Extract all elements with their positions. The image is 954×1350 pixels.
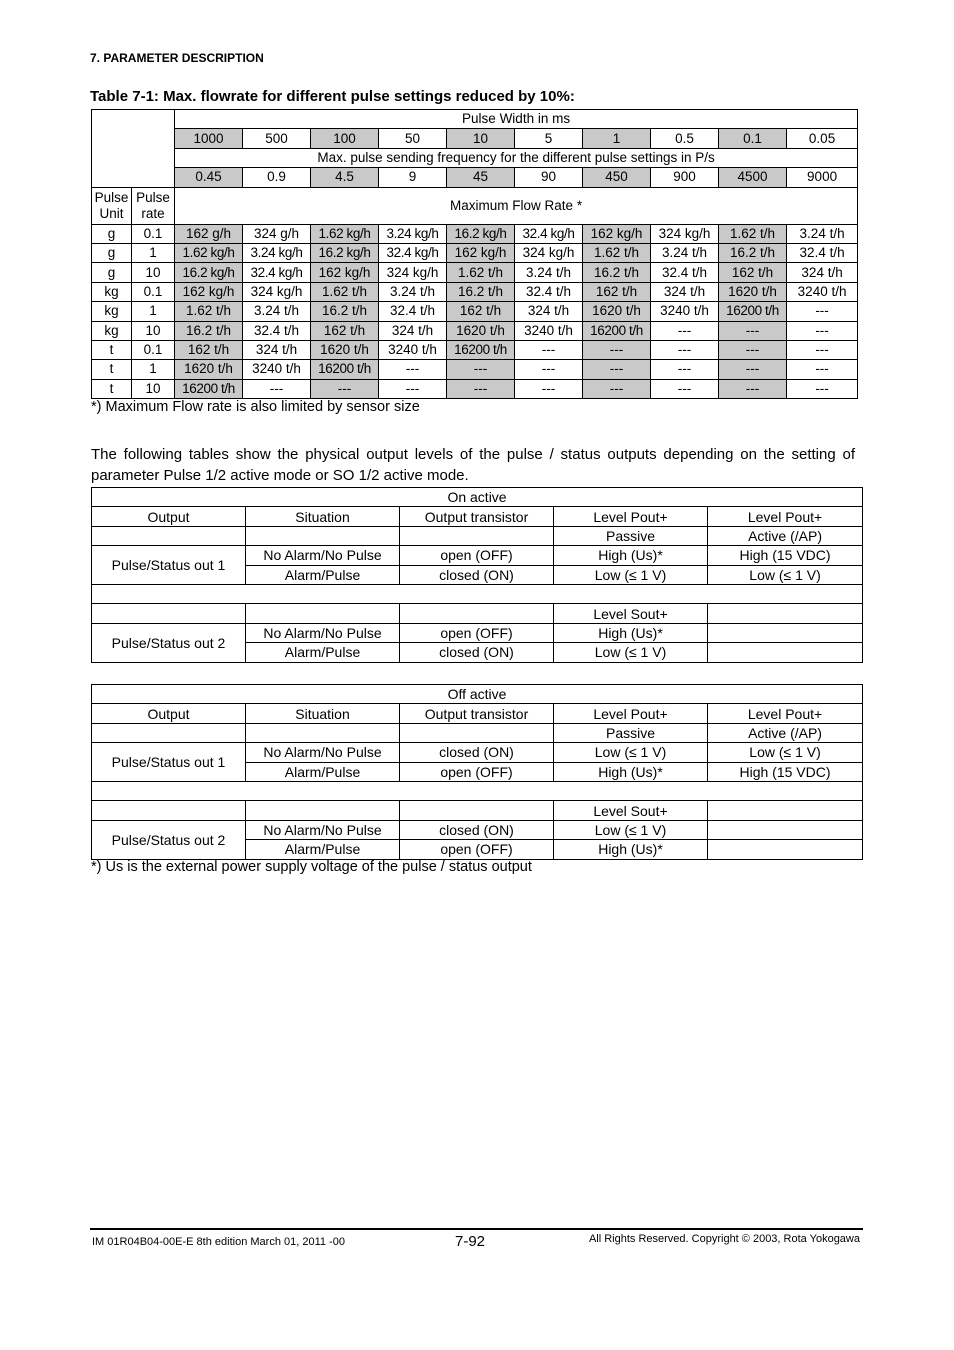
situation-cell: Alarm/Pulse xyxy=(246,762,400,781)
passive-subheader: Passive xyxy=(554,723,708,742)
pulse-unit-cell: kg xyxy=(92,282,132,301)
flow-rate-cell: 3.24 kg/h xyxy=(379,224,447,243)
flow-rate-cell: 162 t/h xyxy=(311,321,379,340)
flow-rate-cell: 3.24 t/h xyxy=(243,302,311,321)
flow-rate-cell: 324 t/h xyxy=(515,302,583,321)
intro-paragraph: The following tables show the physical output levels of the pulse / status outputs depending on the setting of parameter Pulse 1/2 active mode or SO 1/2 active mode. xyxy=(91,446,855,484)
flow-rate-cell: --- xyxy=(447,360,515,379)
active-subheader: Active (/AP) xyxy=(708,526,863,545)
situation-header: Situation xyxy=(246,507,400,526)
flow-rate-cell: 3240 t/h xyxy=(787,282,858,301)
flow-rate-cell: 324 kg/h xyxy=(243,282,311,301)
blank-cell xyxy=(246,604,400,623)
flow-rate-cell: 3240 t/h xyxy=(515,321,583,340)
flow-rate-cell: 16200 t/h xyxy=(311,360,379,379)
pulse-rate-cell: 0.1 xyxy=(132,282,175,301)
flow-rate-cell: 16.2 kg/h xyxy=(175,263,243,282)
flow-rate-cell: 324 t/h xyxy=(787,263,858,282)
transistor-header: Output transistor xyxy=(400,507,554,526)
transistor-cell: closed (ON) xyxy=(400,743,554,762)
frequency-values-row xyxy=(92,168,858,187)
frequency-cell: 9 xyxy=(379,168,447,187)
passive-level-cell: Low (≤ 1 V) xyxy=(554,565,708,584)
page-number: 7-92 xyxy=(455,1233,486,1250)
flow-rate-cell: 324 kg/h xyxy=(379,263,447,282)
frequency-cell: 4.5 xyxy=(311,168,379,187)
document-id: IM 01R04B04-00E-E 8th edition March 01, 2011 -00 xyxy=(92,1236,345,1248)
situation-cell: No Alarm/No Pulse xyxy=(246,743,400,762)
flow-rate-cell: 16200 t/h xyxy=(175,379,243,398)
active-level-cell: Low (≤ 1 V) xyxy=(708,743,863,762)
passive-level-cell: Low (≤ 1 V) xyxy=(554,743,708,762)
flow-rate-cell: 32.4 kg/h xyxy=(515,224,583,243)
flow-rate-row xyxy=(92,282,858,301)
pulse-width-cell: 500 xyxy=(243,129,311,148)
off-active-title: Off active xyxy=(92,685,863,704)
spacer-row xyxy=(92,781,863,800)
flow-rate-cell: 162 kg/h xyxy=(583,224,651,243)
flow-rate-cell: 324 t/h xyxy=(651,282,719,301)
flow-rate-cell: --- xyxy=(719,360,787,379)
flow-rate-cell: --- xyxy=(515,360,583,379)
pulse-width-cell: 10 xyxy=(447,129,515,148)
flow-rate-cell: --- xyxy=(515,340,583,359)
transistor-cell: open (OFF) xyxy=(400,623,554,642)
situation-cell: Alarm/Pulse xyxy=(246,565,400,584)
corner-blank xyxy=(92,110,175,188)
pulse-width-cell: 100 xyxy=(311,129,379,148)
level-sout-header: Level Sout+ xyxy=(554,604,708,623)
pulse-width-cell: 0.05 xyxy=(787,129,858,148)
flow-rate-cell: 324 kg/h xyxy=(515,243,583,262)
blank-cell xyxy=(400,801,554,820)
flow-rate-cell: 162 kg/h xyxy=(175,282,243,301)
blank-cell xyxy=(246,723,400,742)
situation-cell: No Alarm/No Pulse xyxy=(246,820,400,839)
pulse-rate-cell: 10 xyxy=(132,263,175,282)
pulse-rate-cell: 1 xyxy=(132,360,175,379)
pulse-width-cell: 1 xyxy=(583,129,651,148)
blank-cell xyxy=(708,820,863,839)
blank-cell xyxy=(708,623,863,642)
flow-rate-cell: --- xyxy=(787,379,858,398)
flow-rate-cell: --- xyxy=(719,340,787,359)
frequency-header-row xyxy=(92,148,858,167)
flow-rate-cell: 1620 t/h xyxy=(311,340,379,359)
passive-subheader: Passive xyxy=(554,526,708,545)
flow-rate-cell: 1620 t/h xyxy=(175,360,243,379)
flow-rate-cell: 1.62 t/h xyxy=(175,302,243,321)
flow-rate-cell: 3.24 kg/h xyxy=(243,243,311,262)
blank-cell xyxy=(708,643,863,662)
flow-rate-cell: 3.24 t/h xyxy=(379,282,447,301)
flow-rate-cell: 1.62 t/h xyxy=(311,282,379,301)
flow-rate-cell: 324 t/h xyxy=(379,321,447,340)
pulse-width-cell: 0.5 xyxy=(651,129,719,148)
flow-rate-cell: 16200 t/h xyxy=(447,340,515,359)
blank-cell xyxy=(708,604,863,623)
flow-rate-cell: 16.2 t/h xyxy=(447,282,515,301)
pulse-rate-cell: 1 xyxy=(132,243,175,262)
sout-level-cell: High (Us)* xyxy=(554,623,708,642)
flow-rate-cell: --- xyxy=(651,360,719,379)
us-footnote: *) Us is the external power supply voltage of the pulse / status output xyxy=(91,859,532,875)
pulse-unit-cell: kg xyxy=(92,321,132,340)
output-header: Output xyxy=(92,704,246,723)
situation-cell: Alarm/Pulse xyxy=(246,643,400,662)
flow-rate-cell: 3.24 t/h xyxy=(651,243,719,262)
flow-rate-cell: --- xyxy=(311,379,379,398)
transistor-cell: open (OFF) xyxy=(400,840,554,859)
level-pout-header: Level Pout+ xyxy=(708,704,863,723)
flow-rate-cell: 16200 t/h xyxy=(583,321,651,340)
flow-rate-cell: 162 t/h xyxy=(583,282,651,301)
flow-rate-cell: 32.4 t/h xyxy=(379,302,447,321)
transistor-cell: closed (ON) xyxy=(400,820,554,839)
flow-rate-row xyxy=(92,321,858,340)
frequency-cell: 90 xyxy=(515,168,583,187)
flow-rate-row xyxy=(92,224,858,243)
blank-cell xyxy=(708,840,863,859)
sout-level-cell: Low (≤ 1 V) xyxy=(554,820,708,839)
blank-cell xyxy=(400,723,554,742)
sout-level-cell: Low (≤ 1 V) xyxy=(554,643,708,662)
flow-footnote: *) Maximum Flow rate is also limited by sensor size xyxy=(91,399,420,415)
flow-rate-cell: 162 g/h xyxy=(175,224,243,243)
pulse-unit-cell: t xyxy=(92,360,132,379)
pulse-unit-cell: g xyxy=(92,263,132,282)
blank-cell xyxy=(246,801,400,820)
footer-rule xyxy=(90,1228,863,1230)
table-title: Table 7-1: Max. flowrate for different pulse settings reduced by 10%: xyxy=(90,88,575,105)
flow-rate-row xyxy=(92,360,858,379)
flow-rate-cell: --- xyxy=(379,360,447,379)
flow-rate-cell: 32.4 kg/h xyxy=(379,243,447,262)
active-level-cell: High (15 VDC) xyxy=(708,546,863,565)
flow-rate-table xyxy=(91,109,858,399)
flow-rate-cell: --- xyxy=(583,360,651,379)
transistor-cell: open (OFF) xyxy=(400,762,554,781)
output-label: Pulse/Status out 1 xyxy=(92,743,246,782)
flow-rate-cell: 16.2 t/h xyxy=(719,243,787,262)
level-sout-header: Level Sout+ xyxy=(554,801,708,820)
flow-rate-cell: --- xyxy=(583,340,651,359)
transistor-cell: open (OFF) xyxy=(400,546,554,565)
pulse-width-label: Pulse Width in ms xyxy=(175,110,858,129)
active-level-cell: High (15 VDC) xyxy=(708,762,863,781)
frequency-cell: 0.45 xyxy=(175,168,243,187)
blank-cell xyxy=(400,526,554,545)
flow-rate-cell: 162 t/h xyxy=(447,302,515,321)
flow-rate-cell: 3.24 t/h xyxy=(787,224,858,243)
output-label: Pulse/Status out 1 xyxy=(92,546,246,585)
blank-cell xyxy=(92,723,246,742)
flow-rate-cell: --- xyxy=(379,379,447,398)
flow-rate-cell: 32.4 t/h xyxy=(243,321,311,340)
pulse-unit-cell: kg xyxy=(92,302,132,321)
flow-rate-cell: 3240 t/h xyxy=(379,340,447,359)
flow-rate-cell: --- xyxy=(583,379,651,398)
flow-rate-cell: 1620 t/h xyxy=(583,302,651,321)
pulse-unit-cell: g xyxy=(92,224,132,243)
pulse-unit-cell: t xyxy=(92,340,132,359)
frequency-cell: 900 xyxy=(651,168,719,187)
flow-rate-cell: --- xyxy=(651,340,719,359)
max-flow-label: Maximum Flow Rate * xyxy=(175,187,858,224)
pulse-unit-cell: t xyxy=(92,379,132,398)
flow-rate-cell: 16.2 kg/h xyxy=(447,224,515,243)
flow-rate-row xyxy=(92,379,858,398)
blank-cell xyxy=(92,801,246,820)
pulse-width-cell: 1000 xyxy=(175,129,243,148)
level-pout-header: Level Pout+ xyxy=(554,704,708,723)
flow-rate-cell: 32.4 kg/h xyxy=(243,263,311,282)
section-header: 7. PARAMETER DESCRIPTION xyxy=(90,51,264,65)
pulse-unit-header: Pulse Unit xyxy=(92,187,132,224)
transistor-header: Output transistor xyxy=(400,704,554,723)
flow-rate-cell: 324 g/h xyxy=(243,224,311,243)
frequency-cell: 4500 xyxy=(719,168,787,187)
flow-rate-cell: 32.4 t/h xyxy=(651,263,719,282)
blank-cell xyxy=(400,604,554,623)
flow-rate-cell: 16.2 t/h xyxy=(175,321,243,340)
transistor-cell: closed (ON) xyxy=(400,643,554,662)
blank-cell xyxy=(92,604,246,623)
flow-rate-cell: --- xyxy=(719,379,787,398)
frequency-cell: 9000 xyxy=(787,168,858,187)
flow-rate-cell: --- xyxy=(787,321,858,340)
blank-cell xyxy=(246,526,400,545)
flow-rate-cell: 162 t/h xyxy=(719,263,787,282)
situation-cell: No Alarm/No Pulse xyxy=(246,546,400,565)
flow-rate-cell: 324 kg/h xyxy=(651,224,719,243)
column-header-row xyxy=(92,187,858,224)
pulse-unit-cell: g xyxy=(92,243,132,262)
flow-rate-cell: --- xyxy=(651,379,719,398)
flow-rate-cell: 162 kg/h xyxy=(447,243,515,262)
frequency-cell: 0.9 xyxy=(243,168,311,187)
flow-rate-cell: 16.2 kg/h xyxy=(311,243,379,262)
output-label: Pulse/Status out 2 xyxy=(92,820,246,859)
frequency-label: Max. pulse sending frequency for the different pulse settings in P/s xyxy=(175,148,858,167)
flow-rate-cell: 1.62 t/h xyxy=(583,243,651,262)
off-active-table xyxy=(91,684,863,860)
flow-rate-cell: 1.62 t/h xyxy=(447,263,515,282)
situation-header: Situation xyxy=(246,704,400,723)
flow-rate-cell: 324 t/h xyxy=(243,340,311,359)
level-pout-header: Level Pout+ xyxy=(554,507,708,526)
passive-level-cell: High (Us)* xyxy=(554,546,708,565)
copyright: All Rights Reserved. Copyright © 2003, Rota Yokogawa xyxy=(588,1233,860,1245)
blank-cell xyxy=(92,526,246,545)
flow-rate-row xyxy=(92,302,858,321)
frequency-cell: 450 xyxy=(583,168,651,187)
flow-rate-cell: 3240 t/h xyxy=(243,360,311,379)
flow-rate-row xyxy=(92,243,858,262)
frequency-cell: 45 xyxy=(447,168,515,187)
flow-rate-cell: --- xyxy=(787,302,858,321)
flow-rate-cell: 1.62 kg/h xyxy=(311,224,379,243)
level-pout-header: Level Pout+ xyxy=(708,507,863,526)
flow-rate-cell: --- xyxy=(515,379,583,398)
sout-level-cell: High (Us)* xyxy=(554,840,708,859)
on-active-table xyxy=(91,487,863,663)
situation-cell: No Alarm/No Pulse xyxy=(246,623,400,642)
situation-cell: Alarm/Pulse xyxy=(246,840,400,859)
pulse-rate-cell: 1 xyxy=(132,302,175,321)
flow-rate-cell: 3.24 t/h xyxy=(515,263,583,282)
pulse-width-values-row xyxy=(92,129,858,148)
blank-cell xyxy=(708,801,863,820)
flow-rate-cell: --- xyxy=(243,379,311,398)
flow-rate-cell: 162 t/h xyxy=(175,340,243,359)
pulse-width-header-row xyxy=(92,110,858,129)
flow-rate-cell: 3240 t/h xyxy=(651,302,719,321)
active-level-cell: Low (≤ 1 V) xyxy=(708,565,863,584)
pulse-width-cell: 50 xyxy=(379,129,447,148)
flow-rate-cell: --- xyxy=(651,321,719,340)
pulse-rate-cell: 10 xyxy=(132,379,175,398)
flow-rate-cell: 16.2 t/h xyxy=(311,302,379,321)
active-subheader: Active (/AP) xyxy=(708,723,863,742)
pulse-rate-cell: 0.1 xyxy=(132,224,175,243)
flow-rate-cell: 32.4 t/h xyxy=(515,282,583,301)
spacer-row xyxy=(92,584,863,603)
pulse-width-cell: 5 xyxy=(515,129,583,148)
flow-rate-cell: 162 kg/h xyxy=(311,263,379,282)
flow-rate-cell: 1.62 kg/h xyxy=(175,243,243,262)
pulse-rate-header: Pulse rate xyxy=(132,187,175,224)
flow-rate-cell: --- xyxy=(787,340,858,359)
flow-rate-cell: --- xyxy=(719,321,787,340)
output-label: Pulse/Status out 2 xyxy=(92,623,246,662)
output-header: Output xyxy=(92,507,246,526)
flow-rate-cell: --- xyxy=(787,360,858,379)
flow-rate-cell: 16200 t/h xyxy=(719,302,787,321)
pulse-rate-cell: 0.1 xyxy=(132,340,175,359)
flow-rate-cell: 1.62 t/h xyxy=(719,224,787,243)
flow-rate-cell: 1620 t/h xyxy=(719,282,787,301)
flow-rate-cell: 32.4 t/h xyxy=(787,243,858,262)
flow-rate-cell: --- xyxy=(447,379,515,398)
on-active-title: On active xyxy=(92,488,863,507)
flow-rate-cell: 16.2 t/h xyxy=(583,263,651,282)
pulse-rate-cell: 10 xyxy=(132,321,175,340)
pulse-width-cell: 0.1 xyxy=(719,129,787,148)
flow-rate-cell: 1620 t/h xyxy=(447,321,515,340)
flow-rate-row xyxy=(92,263,858,282)
passive-level-cell: High (Us)* xyxy=(554,762,708,781)
flow-rate-row xyxy=(92,340,858,359)
transistor-cell: closed (ON) xyxy=(400,565,554,584)
